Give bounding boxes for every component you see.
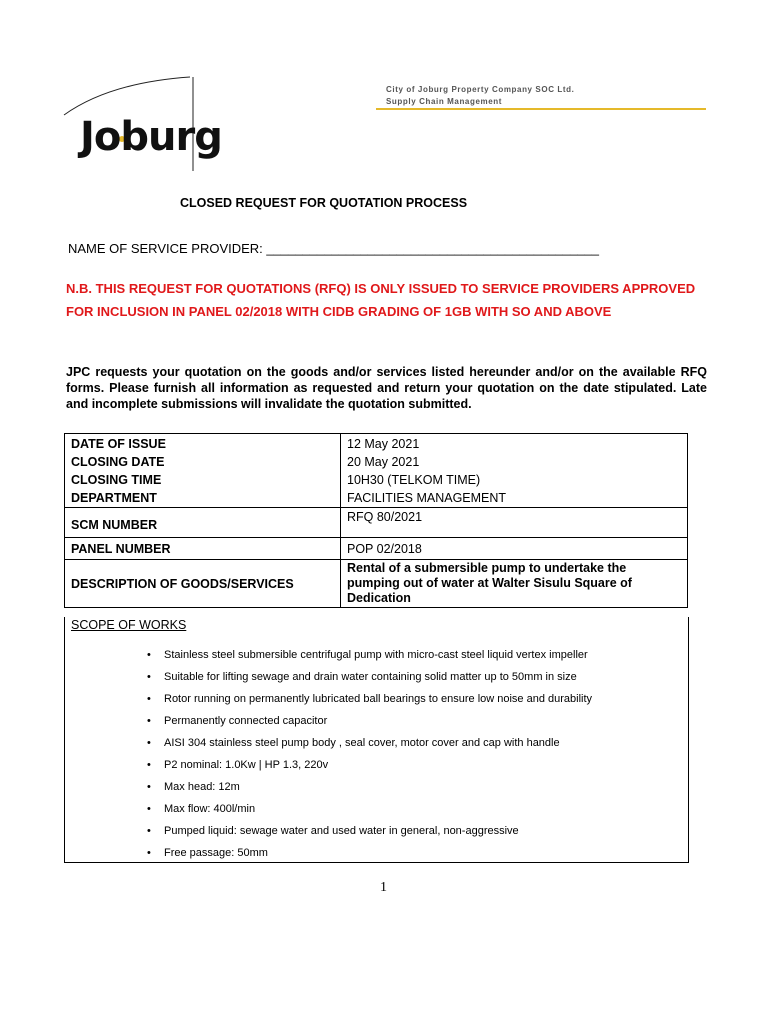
intro-paragraph: JPC requests your quotation on the goods and/or services listed hereunder and/or on the available RFQ forms. Please furnish all information as requested and return your quotation on the date stipulated. Late and incomplete submissions will invalidate the quotation submitted.	[66, 365, 707, 411]
list-item: • AISI 304 stainless steel pump body , seal cover, motor cover and cap with handle	[147, 735, 687, 757]
date-of-issue-value: 12 May 2021	[341, 434, 688, 454]
table-row	[65, 453, 688, 471]
scope-title: SCOPE OF WORKS	[71, 618, 187, 632]
scm-number-value: RFQ 80/2021	[341, 508, 688, 538]
list-item: • Pumped liquid: sewage water and used water in general, non-aggressive	[147, 823, 687, 845]
description-label: DESCRIPTION OF GOODS/SERVICES	[65, 560, 341, 608]
department-label: DEPARTMENT	[65, 489, 341, 508]
page-number: 1	[380, 880, 387, 895]
table-row	[65, 560, 688, 608]
department-value: FACILITIES MANAGEMENT	[341, 489, 688, 508]
closing-time-label: CLOSING TIME	[65, 471, 341, 489]
document-title: CLOSED REQUEST FOR QUOTATION PROCESS	[180, 196, 468, 210]
list-item: • Permanently connected capacitor	[147, 713, 687, 735]
company-header	[386, 84, 574, 108]
nb-notice: N.B. THIS REQUEST FOR QUOTATIONS (RFQ) IS ONLY ISSUED TO SERVICE PROVIDERS APPROVED FOR INCLUSION IN PANEL 02/2018 WITH CIDB GRADING OF 1GB WITH SO AND ABOVE	[66, 281, 696, 319]
closing-date-value: 20 May 2021	[341, 453, 688, 471]
service-provider-field: NAME OF SERVICE PROVIDER: ______________________________________________	[68, 241, 599, 256]
table-row	[65, 508, 688, 538]
closing-time-value: 10H30 (TELKOM TIME)	[341, 471, 688, 489]
panel-number-value: POP 02/2018	[341, 538, 688, 560]
table-row	[65, 538, 688, 560]
table-row	[65, 471, 688, 489]
company-name: City of Joburg Property Company SOC Ltd.	[386, 85, 575, 94]
table-row	[65, 434, 688, 454]
scope-of-works-section	[64, 617, 689, 863]
scope-list	[147, 647, 687, 867]
closing-date-label: CLOSING DATE	[65, 453, 341, 471]
company-department: Supply Chain Management	[386, 97, 503, 106]
list-item: • P2 nominal: 1.0Kw | HP 1.3, 220v	[147, 757, 687, 779]
list-item: • Rotor running on permanently lubricated ball bearings to ensure low noise and durability	[147, 691, 687, 713]
list-item: • Max flow: 400l/min	[147, 801, 687, 823]
date-of-issue-label: DATE OF ISSUE	[65, 434, 341, 454]
scm-number-label: SCM NUMBER	[65, 508, 341, 538]
logo-wordmark: Joburg	[80, 114, 222, 160]
header-divider	[376, 108, 706, 110]
joburg-logo	[62, 75, 222, 171]
panel-number-label: PANEL NUMBER	[65, 538, 341, 560]
list-item: • Stainless steel submersible centrifugal pump with micro-cast steel liquid vertex impeller	[147, 647, 687, 669]
list-item: • Max head: 12m	[147, 779, 687, 801]
list-item: • Suitable for lifting sewage and drain water containing solid matter up to 50mm in size	[147, 669, 687, 691]
table-row	[65, 489, 688, 508]
list-item: • Free passage: 50mm	[147, 845, 687, 867]
rfq-info-table	[64, 433, 688, 608]
description-value: Rental of a submersible pump to undertake the pumping out of water at Walter Sisulu Square of Dedication	[341, 560, 688, 608]
